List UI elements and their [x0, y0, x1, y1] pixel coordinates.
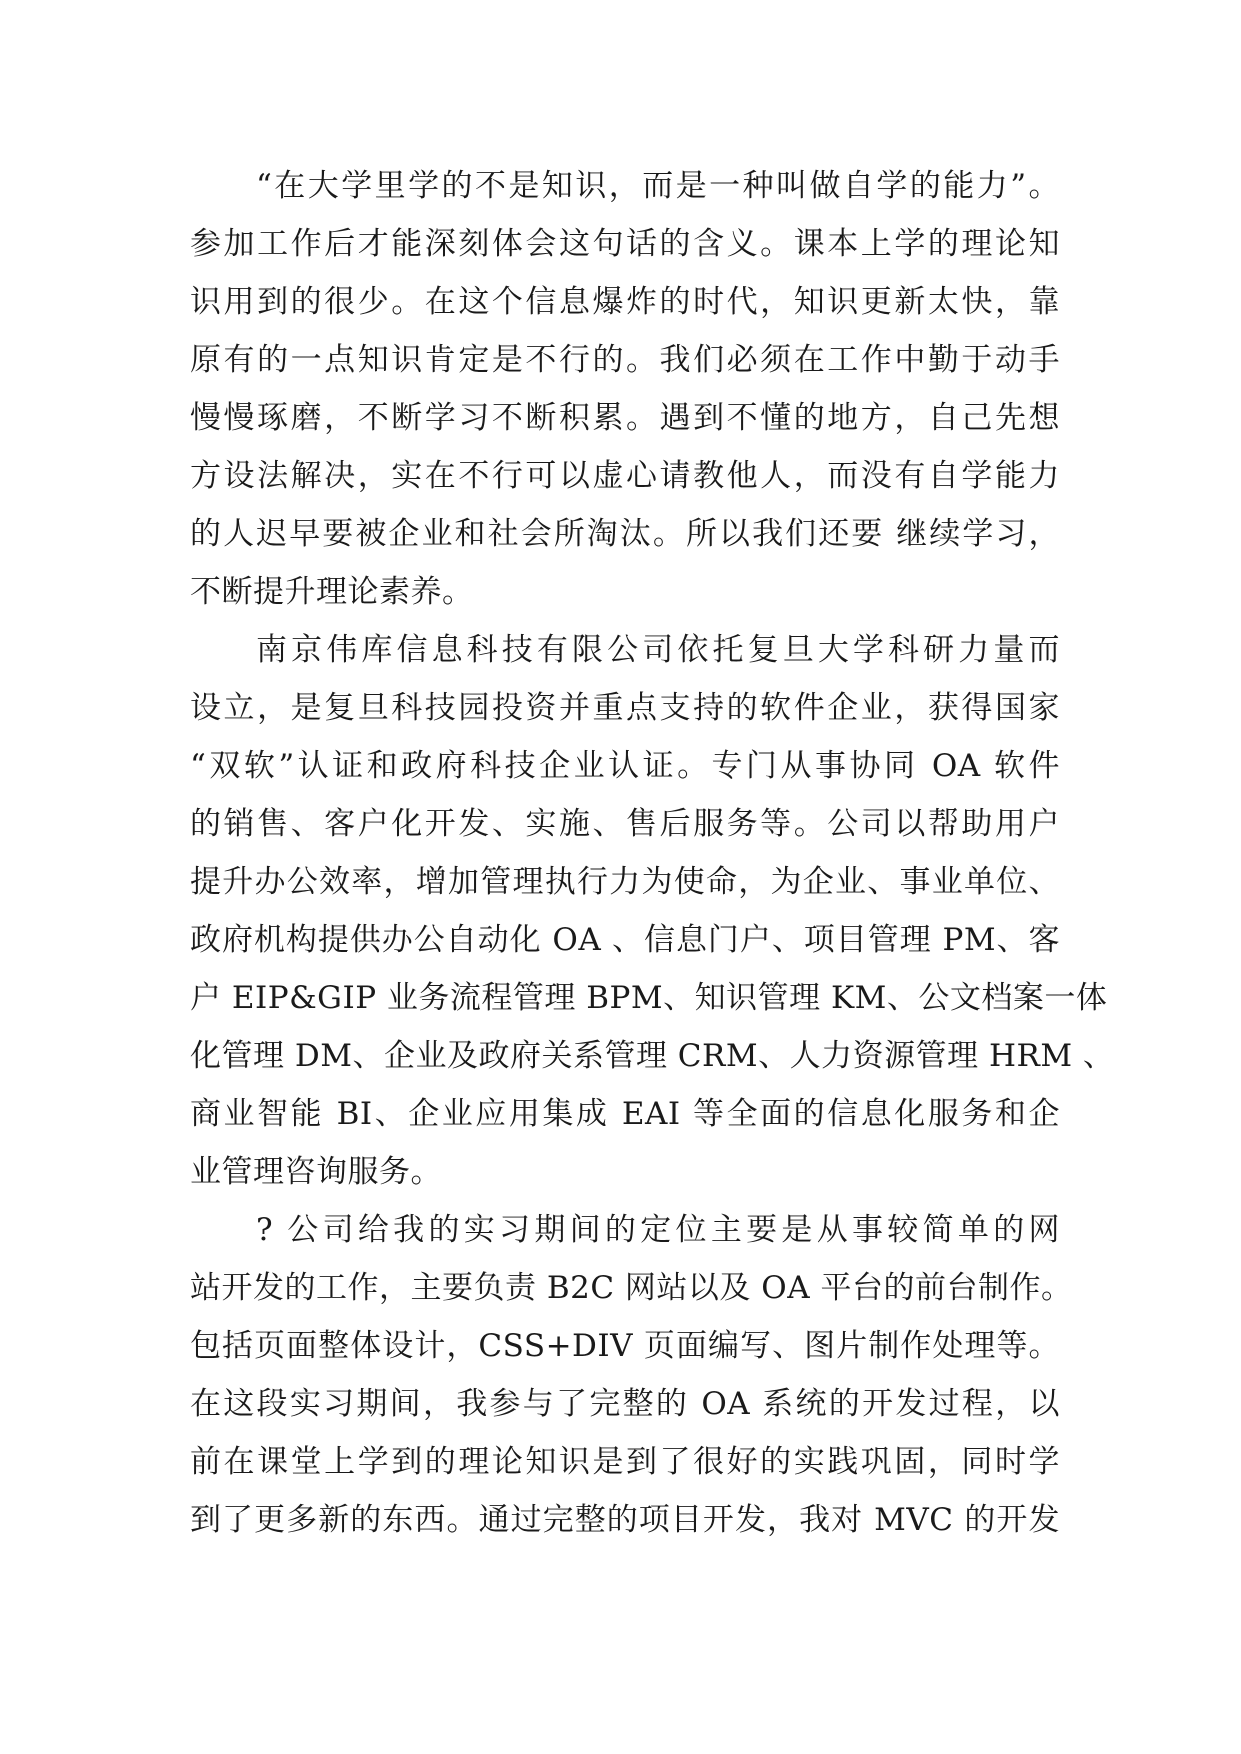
text-line: 的销售、客户化开发、实施、售后服务等。公司以帮助用户 — [190, 806, 1060, 842]
text-line: 提升办公效率，增加管理执行力为使命，为企业、事业单位、 — [190, 864, 1060, 900]
text-line: 前在课堂上学到的理论知识是到了很好的实践巩固，同时学 — [190, 1444, 1060, 1480]
text-line: 慢慢琢磨，不断学习不断积累。遇到不懂的地方，自己先想 — [190, 400, 1060, 436]
document-body — [190, 157, 1115, 1549]
text-line: “在大学里学的不是知识，而是一种叫做自学的能力”。 — [256, 168, 1060, 204]
text-line: 的人迟早要被企业和社会所淘汰。所以我们还要 继续学习， — [190, 516, 1060, 552]
text-line: 户 EIP&GIP 业务流程管理 BPM、知识管理 KM、公文档案一体 — [190, 980, 1108, 1016]
text-line: 不断提升理论素养。 — [190, 574, 474, 610]
text-line: 包括页面整体设计，CSS+DIV 页面编写、图片制作处理等。 — [190, 1328, 1060, 1364]
paragraph-internship-role — [190, 1201, 1073, 1549]
text-line: 政府机构提供办公自动化 OA 、信息门户、项目管理 PM、客 — [190, 922, 1060, 958]
text-line: ? 公司给我的实习期间的定位主要是从事较简单的网 — [256, 1212, 1060, 1248]
text-line: 识用到的很少。在这个信息爆炸的时代，知识更新太快，靠 — [190, 284, 1060, 320]
text-line: 站开发的工作，主要负责 B2C 网站以及 OA 平台的前台制作。 — [190, 1270, 1073, 1306]
text-line: 方设法解决，实在不行可以虚心请教他人，而没有自学能力 — [190, 458, 1060, 494]
text-line: 参加工作后才能深刻体会这句话的含义。课本上学的理论知 — [190, 226, 1060, 262]
text-line: 商业智能 BI、企业应用集成 EAI 等全面的信息化服务和企 — [190, 1096, 1060, 1132]
text-line: 业管理咨询服务。 — [190, 1154, 442, 1190]
text-line: 设立，是复旦科技园投资并重点支持的软件企业，获得国家 — [190, 690, 1060, 726]
text-line: “双软”认证和政府科技企业认证。专门从事协同 OA 软件 — [190, 748, 1060, 784]
text-line: 原有的一点知识肯定是不行的。我们必须在工作中勤于动手 — [190, 342, 1060, 378]
text-line: 到了更多新的东西。通过完整的项目开发，我对 MVC 的开发 — [190, 1502, 1060, 1538]
text-line: 在这段实习期间，我参与了完整的 OA 系统的开发过程，以 — [190, 1386, 1060, 1422]
text-line: 南京伟库信息科技有限公司依托复旦大学科研力量而 — [256, 632, 1060, 668]
paragraph-company-intro — [190, 621, 1115, 1201]
paragraph-self-learning — [190, 157, 1060, 621]
text-line: 化管理 DM、企业及政府关系管理 CRM、人力资源管理 HRM 、 — [190, 1038, 1115, 1074]
